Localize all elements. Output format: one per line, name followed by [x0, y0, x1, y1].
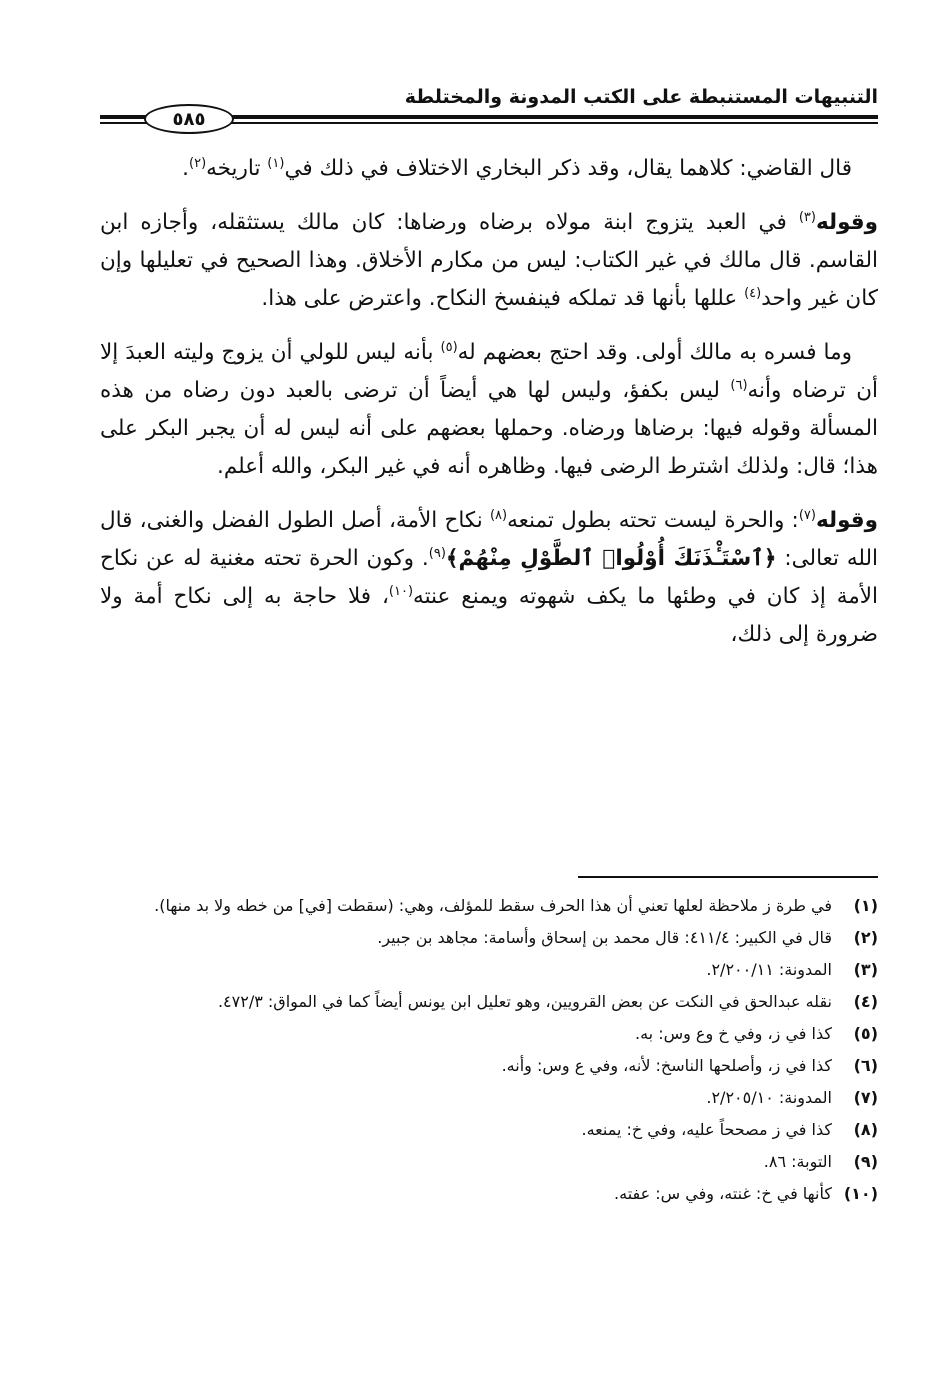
footnote-text: قال في الكبير: ٤١١/٤: قال محمد بن إسحاق وأسامة: مجاهد بن جبير.	[377, 928, 832, 947]
paragraph-2	[100, 204, 878, 318]
text-run: بأنه ليس للولي أن يزوج وليته العبدَ إلا أن ترضاه وأنه	[100, 340, 878, 403]
footnote-number: (٧)	[853, 1088, 878, 1107]
paragraph-4	[100, 502, 878, 654]
footnote-separator	[578, 876, 878, 878]
page-number: ٥٨٥	[144, 104, 234, 134]
footnote-item	[100, 1114, 878, 1146]
text-run: ليس بكفؤ، وليس لها هي أيضاً أن ترضى بالعبد دون رضاه من هذه المسألة وقوله فيها: برضاها ورضاه. وحملها بعضهم على أنه ليس له أن يجبر البكر على هذا؛ قال: ولذلك اشترط الرضى فيها. وظاهره أنه في غير البكر، والله أعلم.	[100, 378, 878, 479]
footnote-ref: (١)	[267, 155, 285, 171]
footnote-ref: (٤)	[744, 285, 762, 301]
footnote-number: (١)	[853, 896, 878, 915]
text-run: قال القاضي: كلاهما يقال، وقد ذكر البخاري الاختلاف في ذلك في	[284, 156, 852, 181]
footnote-ref: (٦)	[730, 377, 748, 393]
footnote-text: كأنها في خ: غنته، وفي س: عفته.	[614, 1184, 832, 1203]
paragraph-1	[100, 150, 878, 188]
footnote-item	[100, 1050, 878, 1082]
footnote-item	[100, 954, 878, 986]
footnote-item	[100, 1082, 878, 1114]
text-run: : والحرة ليست تحته بطول تمنعه	[507, 508, 799, 533]
footnote-number: (٣)	[853, 960, 878, 979]
footnote-ref: (٢)	[189, 155, 207, 171]
footnote-text: كذا في ز، وفي خ وع وس: به.	[634, 1024, 832, 1043]
footnote-item	[100, 890, 878, 922]
text-run: في العبد يتزوج ابنة مولاه برضاه ورضاها: كان مالك يستثقله، وأجازه ابن القاسم. قال مالك في غير الكتاب: ليس من مكارم الأخلاق. وهذا الصحيح في تعليلها وإن كان غير واحد	[100, 210, 878, 311]
footnote-ref: (٩)	[428, 545, 446, 561]
main-text	[100, 150, 878, 670]
footnote-number: (٩)	[853, 1152, 878, 1171]
text-run: تاريخه	[206, 156, 268, 181]
lead-word: وقوله	[815, 508, 878, 533]
footnote-number: (٨)	[853, 1120, 878, 1139]
footnote-item	[100, 1178, 878, 1210]
footnote-text: المدونة: ٢/٢٠٠/١١.	[706, 960, 832, 979]
footnote-item	[100, 986, 878, 1018]
footnote-number: (٤)	[853, 992, 878, 1011]
footnote-text: التوبة: ٨٦.	[763, 1152, 832, 1171]
text-run: نكاح الأمة، أصل الطول الفضل والغنى، قال الله تعالى:	[100, 508, 879, 571]
footnote-number: (٦)	[853, 1056, 878, 1075]
footnote-ref: (١٠)	[388, 583, 414, 599]
footnote-ref: (٧)	[798, 507, 816, 523]
page-header	[100, 82, 878, 134]
footnote-number: (١٠)	[843, 1184, 878, 1203]
text-run: عللها بأنها قد تملكه فينفسخ النكاح. واعترض على هذا.	[261, 286, 745, 311]
footnote-text: كذا في ز، وأصلحها الناسخ: لأنه، وفي ع وس: وأنه.	[501, 1056, 832, 1075]
footnote-item	[100, 1018, 878, 1050]
footnote-number: (٥)	[853, 1024, 878, 1043]
footnote-ref: (٥)	[440, 339, 458, 355]
lead-word: وقوله	[815, 210, 878, 235]
running-title: التنبيهات المستنبطة على الكتب المدونة والمختلطة	[404, 86, 878, 108]
footnote-ref: (٨)	[489, 507, 508, 523]
footnote-number: (٢)	[853, 928, 878, 947]
footnotes-list	[100, 890, 878, 1210]
footnote-text: نقله عبدالحق في النكت عن بعض القرويين، وهو تعليل ابن يونس أيضاً كما في المواق: ٤٧٢/٣.	[217, 992, 832, 1011]
quran-quote: ﴿ٱسْتَـْٔذَنَكَ أُوْلُوا۟ ٱلطَّوْلِ مِنْهُمْ﴾	[445, 546, 777, 571]
footnote-item	[100, 922, 878, 954]
text-run: .	[182, 156, 190, 181]
footnote-item	[100, 1146, 878, 1178]
footnote-ref: (٣)	[798, 209, 816, 225]
footnote-text: كذا في ز مصححاً عليه، وفي خ: يمنعه.	[581, 1120, 832, 1139]
text-run: وما فسره به مالك أولى. وقد احتج بعضهم له	[457, 340, 852, 365]
text-run: ، فلا حاجة به إلى نكاح أمة ولا ضرورة إلى ذلك،	[100, 584, 878, 647]
paragraph-3	[100, 334, 878, 486]
footnote-text: المدونة: ٢/٢٠٥/١٠.	[706, 1088, 832, 1107]
text-run: . وكون الحرة تحته مغنية له عن نكاح الأمة إذ كان في وطئها ما يكف شهوته ويمنع عنته	[100, 546, 878, 609]
footnote-text: في طرة ز ملاحظة لعلها تعني أن هذا الحرف سقط للمؤلف، وهي: (سقطت [في] من خطه ولا بد منها).	[154, 896, 832, 915]
